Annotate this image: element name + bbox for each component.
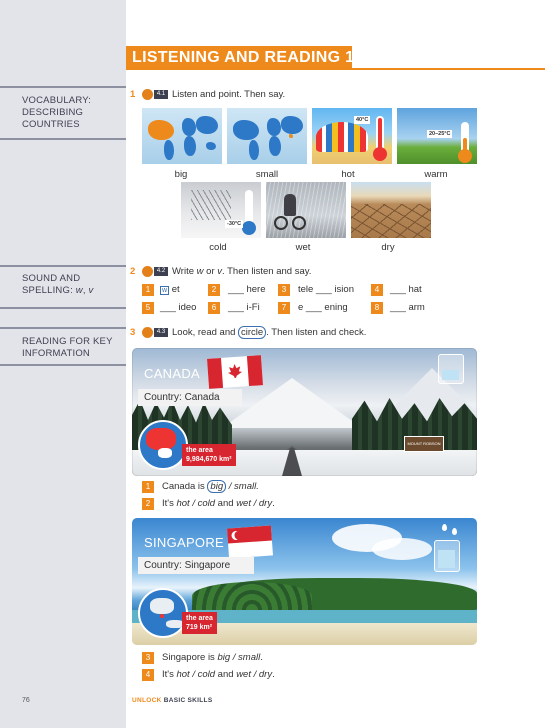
statement[interactable]: It's hot / cold and wet / dry.	[162, 498, 275, 509]
sidebar-divider	[0, 265, 126, 267]
audio-button[interactable]	[142, 327, 168, 338]
thermometer-icon	[376, 116, 384, 156]
snowy-trees	[191, 190, 231, 220]
speaker-icon	[142, 89, 153, 100]
picture-hot	[312, 108, 392, 164]
label-wet: wet	[295, 242, 311, 253]
page-title: LISTENING AND READING 1	[132, 49, 355, 66]
sidebar-divider	[0, 327, 126, 329]
raindrop-icon	[442, 524, 447, 531]
temperature-tag: 20–25°C	[429, 131, 451, 137]
label-dry: dry	[381, 242, 395, 253]
sidebar-divider	[0, 138, 126, 140]
sidebar-divider	[0, 364, 126, 366]
page-number: 76	[22, 697, 30, 704]
globe-icon	[138, 420, 188, 470]
speaker-icon	[142, 266, 153, 277]
picture-warm	[397, 108, 477, 164]
sidebar-divider	[0, 86, 126, 88]
cyclist	[284, 194, 296, 216]
label-warm: warm	[424, 169, 448, 180]
country-label: Country: Singapore	[138, 557, 254, 574]
label-small: small	[255, 169, 279, 180]
gap-word[interactable]: ___ ideo	[160, 302, 197, 313]
exercise-number: 1	[130, 89, 136, 100]
item-number: 8	[371, 302, 383, 314]
gap-word[interactable]: w et	[162, 284, 180, 295]
audio-track-label: 4.2	[154, 267, 168, 276]
temperature-tag: -30°C	[227, 221, 242, 227]
item-number: 3	[142, 652, 154, 664]
picture-big	[142, 108, 222, 164]
area-tag: the area 719 km²	[182, 612, 217, 634]
highlighted-country	[289, 134, 293, 138]
statement[interactable]: Singapore is big / small.	[162, 652, 263, 663]
gap-word[interactable]: tele ___ ision	[298, 284, 354, 295]
gap-word[interactable]: ___ hat	[390, 284, 422, 295]
sidebar-divider	[0, 307, 126, 309]
answer-example: w	[162, 287, 168, 294]
footer-brand: UNLOCK BASIC SKILLS	[132, 697, 213, 704]
speaker-icon	[142, 327, 153, 338]
picture-cold	[181, 182, 261, 238]
country-name: CANADA	[144, 366, 200, 381]
item-number: 7	[278, 302, 290, 314]
audio-track-label: 4.1	[154, 90, 168, 99]
sidebar-label-sound: SOUND AND SPELLING: w, v	[22, 273, 94, 296]
gap-word[interactable]: ___ here	[228, 284, 266, 295]
item-number: 4	[371, 284, 383, 296]
label-cold: cold	[209, 242, 227, 253]
umbrella	[316, 122, 368, 152]
picture-small	[227, 108, 307, 164]
gap-word[interactable]: e ___ ening	[298, 302, 348, 313]
exercise-number: 2	[130, 266, 136, 277]
audio-button[interactable]	[142, 266, 168, 277]
country-label: Country: Canada	[138, 389, 242, 406]
statement[interactable]: Canada is big / small.	[162, 481, 259, 492]
picture-dry	[351, 182, 431, 238]
singapore-flag-icon	[227, 526, 273, 559]
exercise-instruction: Listen and point. Then say.	[172, 89, 286, 100]
label-hot: hot	[341, 169, 355, 180]
park-sign: MOUNT ROBSON	[404, 436, 444, 452]
area-tag: the area 9,984,670 km²	[182, 444, 236, 466]
item-number: 6	[208, 302, 220, 314]
thermometer-icon	[245, 190, 253, 230]
item-number: 1	[142, 284, 154, 296]
audio-button[interactable]	[142, 89, 168, 100]
exercise-instruction: Look, read and circle . Then listen and check.	[172, 327, 367, 338]
exercise-instruction: Write w or v. Then listen and say.	[172, 266, 312, 277]
exercise-number: 3	[130, 327, 136, 338]
item-number: 5	[142, 302, 154, 314]
gap-word[interactable]: ___ arm	[390, 302, 425, 313]
sidebar-label-reading: READING FOR KEY INFORMATION	[22, 336, 113, 359]
title-underline	[352, 68, 545, 70]
country-name: SINGAPORE	[144, 535, 224, 550]
statement[interactable]: It's hot / cold and wet / dry.	[162, 669, 275, 680]
audio-track-label: 4.3	[154, 328, 168, 337]
highlighted-continent	[148, 120, 174, 140]
item-number: 3	[278, 284, 290, 296]
item-number: 2	[142, 498, 154, 510]
item-number: 2	[208, 284, 220, 296]
sidebar-label-vocabulary: VOCABULARY: DESCRIBING COUNTRIES	[22, 95, 92, 130]
label-big: big	[174, 169, 188, 180]
globe-icon	[138, 588, 188, 638]
cracked-earth	[351, 204, 431, 238]
canada-flag-icon	[207, 355, 263, 389]
item-number: 4	[142, 669, 154, 681]
picture-wet	[266, 182, 346, 238]
item-number: 1	[142, 481, 154, 493]
gap-word[interactable]: ___ i-Fi	[228, 302, 260, 313]
temperature-tag: 40°C	[356, 117, 369, 123]
glass-icon	[434, 540, 460, 572]
thermometer-icon	[461, 122, 469, 158]
